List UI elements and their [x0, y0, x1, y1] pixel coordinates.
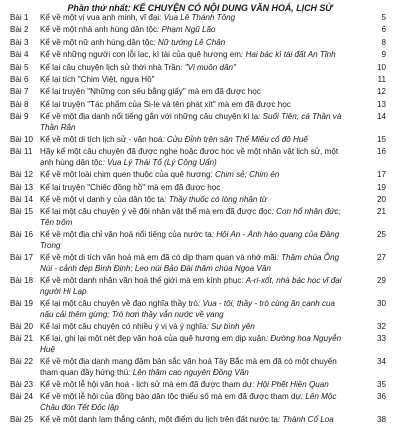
entry-subject: Lên thăm cao nguyên Đồng Văn	[132, 367, 249, 377]
entry-title	[40, 50, 356, 61]
entry-page-number: 27	[376, 253, 386, 263]
entry-subject: Sự bình yên	[210, 321, 255, 331]
entry-page-number: 13	[376, 99, 386, 109]
entry-subject: Lên Mộc Châu đón Tết Độc lập	[40, 392, 337, 412]
entry-subject: Hội Phết Hiền Quan	[256, 380, 329, 390]
entry-label: Bài 25	[10, 415, 33, 425]
entry-subject: Cửu Đỉnh trên sân Thế Miếu cố đô Huế	[166, 135, 308, 145]
entry-page-number: 6	[381, 25, 386, 35]
entry-title-text: Kể về một địa danh nổi tiếng gắn với những câu chuyện kì lạ	[40, 112, 259, 122]
entry-subject: Đường hoa Nguyễn Huệ	[40, 334, 342, 354]
toc-entry[interactable]	[0, 147, 400, 168]
entry-label: Bài 9	[10, 112, 29, 122]
entry-page-number: 11	[377, 74, 386, 84]
entry-page-number: 34	[376, 357, 386, 367]
entry-label: Bài 16	[10, 230, 33, 240]
toc-entry[interactable]	[0, 195, 400, 206]
toc-entry[interactable]	[0, 183, 400, 194]
entry-label: Bài 10	[10, 135, 33, 145]
entry-title-text: Kể lại một câu chuyện ý về đôi nhân vật thể mà em đã được đọc	[40, 207, 272, 217]
entry-title	[40, 75, 356, 86]
entry-page-number: 14	[376, 112, 386, 122]
entry-separator: :	[277, 415, 283, 425]
entry-title-text: Kể lại một câu chuyện có nhiều ý vị và ý nghĩa	[40, 321, 207, 331]
entry-title-text: Kể về một vị danh y của dân tộc ta	[40, 195, 165, 205]
entry-title	[40, 334, 356, 355]
entry-subject: Hai bác kì tài đất An Tĩnh	[245, 50, 336, 60]
toc-entry[interactable]	[0, 13, 400, 24]
entry-title	[40, 380, 356, 391]
toc-entry[interactable]	[0, 63, 400, 74]
entry-page-number: 15	[376, 135, 386, 145]
entry-label: Bài 23	[10, 380, 33, 390]
toc-entry[interactable]	[0, 380, 400, 391]
entry-label: Bài 11	[10, 147, 33, 157]
entry-title	[40, 322, 356, 333]
entry-title-text: Kể lại câu chuyện lịch sử thời nhà Trần	[40, 62, 181, 72]
entry-separator: :	[258, 112, 263, 122]
entry-title-text: Kể về một địa chỉ văn hoá nổi tiếng của nước ta	[40, 230, 212, 240]
entry-label: Bài 6	[10, 74, 29, 84]
toc-entry[interactable]	[0, 87, 400, 98]
entry-separator: :	[102, 157, 108, 167]
entry-title-text: Hãy kể một câu chuyện đã được nghe hoặc được học về một nhân vật lịch sử, một anh hùng dân tộc	[40, 147, 339, 167]
entry-title	[40, 299, 356, 320]
entry-label: Bài 12	[10, 170, 33, 180]
entry-title	[40, 112, 356, 133]
entry-label: Bài 8	[10, 99, 29, 109]
toc-entry[interactable]	[0, 230, 400, 251]
toc-entry[interactable]	[0, 75, 400, 86]
toc-entry[interactable]	[0, 25, 400, 36]
toc-entry[interactable]	[0, 135, 400, 146]
entry-separator: :	[128, 367, 133, 377]
entry-subject: Vua Lý Thái Tổ (Lý Công Uẩn)	[107, 157, 217, 167]
entry-page-number: 25	[376, 230, 386, 240]
entry-page-number: 21	[376, 207, 386, 217]
entry-title-text: Kể về một di tích lịch sử - văn hoá	[40, 135, 163, 145]
entry-separator: :	[162, 135, 167, 145]
entry-title	[40, 207, 356, 228]
entry-subject: Vua - tôi, thầy - trò cùng ăn canh cua nấu cải thêm gừng; Trò hơn thầy vẫn nước về vang	[40, 299, 336, 319]
entry-label: Bài 18	[10, 276, 33, 286]
toc-entry[interactable]	[0, 38, 400, 49]
entry-page-number: 35	[376, 380, 386, 390]
toc-entry[interactable]	[0, 392, 400, 413]
entry-separator: :	[159, 13, 164, 22]
entry-title	[40, 392, 356, 413]
entry-separator: :	[265, 334, 271, 344]
entry-title-text: Kể về những người con lỗi lạc, kì tài của quê hương em	[40, 50, 241, 60]
entry-separator: :	[210, 170, 215, 180]
toc-entry[interactable]	[0, 253, 400, 274]
toc-entry[interactable]	[0, 357, 400, 378]
entry-page-number: 16	[376, 147, 386, 157]
entry-separator: :	[241, 276, 246, 286]
entry-separator: :	[241, 50, 246, 60]
entry-subject: Suối Tiên, cá Thần và Thần Rắn	[40, 112, 342, 132]
entry-page-number: 33	[376, 334, 386, 344]
entry-label: Bài 3	[10, 37, 29, 47]
entry-label: Bài 1	[10, 13, 29, 22]
toc-entry[interactable]	[0, 276, 400, 297]
entry-label: Bài 15	[10, 207, 33, 217]
entry-page-number: 12	[376, 87, 386, 97]
entry-title	[40, 147, 356, 168]
entry-title	[40, 25, 356, 36]
toc-entry[interactable]	[0, 334, 400, 355]
entry-label: Bài 19	[10, 299, 33, 309]
entry-subject: Thăm chùa Ông Núi - cảnh đẹp Bình Định; Leo núi Bảo Đài thăm chùa Ngọa Vân	[40, 253, 340, 273]
entry-title-text: Kể lại truyện "Những con sếu bằng giấy" mà em đã được học	[40, 87, 261, 97]
entry-page-number: 10	[376, 62, 386, 72]
entry-separator: :	[197, 299, 203, 309]
entry-subject: Con hổ nhân đức; Tên trộm	[40, 207, 341, 227]
toc-entry[interactable]	[0, 50, 400, 61]
entry-title	[40, 170, 356, 181]
entry-title	[40, 87, 356, 98]
toc-entry[interactable]	[0, 415, 400, 426]
entry-separator: :	[180, 62, 185, 72]
entry-title-text: Kể lại, ghi lại một nét đẹp văn hoá của quê hương em dịp xuân	[40, 334, 266, 344]
entry-label: Bài 20	[10, 321, 33, 331]
entry-page-number: 29	[376, 276, 386, 286]
entry-title	[40, 195, 356, 206]
entry-label: Bài 24	[10, 392, 33, 402]
entry-title-text: Kể về một nữ anh hùng dân tộc	[40, 37, 154, 47]
entry-title	[40, 183, 356, 194]
entry-subject: Thành Cổ Loa	[282, 415, 334, 425]
entry-subject: Phạm Ngũ Lão	[161, 25, 216, 35]
entry-separator: :	[157, 25, 162, 35]
entry-title-text: Kể lại truyện "Tác phẩm của Si-le và tên phát xít" mà em đã được học	[40, 99, 291, 109]
entry-title	[40, 135, 356, 146]
entry-subject: Vua Lê Thánh Tông	[163, 13, 236, 22]
entry-separator: :	[153, 37, 158, 47]
entry-label: Bài 2	[10, 25, 29, 35]
entry-title	[40, 230, 356, 251]
entry-title	[40, 38, 356, 49]
entry-subject: Nữ tướng Lê Chân	[157, 37, 226, 47]
entry-separator: :	[211, 230, 217, 240]
entry-label: Bài 17	[10, 253, 33, 263]
entry-separator: :	[164, 195, 169, 205]
entry-title-text: Kể về một vị vua anh minh, vĩ đại	[40, 13, 160, 22]
entry-page-number: 20	[376, 195, 386, 205]
entry-label: Bài 21	[10, 334, 33, 344]
toc-entry[interactable]	[0, 112, 400, 133]
toc-entry[interactable]	[0, 100, 400, 111]
entry-label: Bài 13	[10, 182, 33, 192]
entry-subject: Thầy thuốc có lòng nhân từ	[168, 195, 267, 205]
entry-separator: :	[252, 380, 257, 390]
entry-title-text: Kể về một lễ hội của đồng bào dân tộc thiểu số mà em đã được tham dự	[40, 392, 301, 402]
entry-page-number: 19	[376, 182, 386, 192]
entry-title-text: Kể lại tích "Chim Việt, ngựa Hồ"	[40, 74, 155, 84]
entry-title-text: Kể về một nhà anh hùng dân tộc	[40, 25, 157, 35]
entry-title-text: Kể về một lễ hội văn hoá - lịch sử mà em đã được tham dự	[40, 380, 253, 390]
toc-entry[interactable]	[0, 299, 400, 320]
entry-separator: :	[206, 321, 211, 331]
entry-separator: :	[300, 392, 306, 402]
entry-title-text: Kể lại một câu chuyện về đạo nghĩa thầy trò	[40, 299, 198, 309]
entry-title	[40, 357, 356, 378]
entry-separator: :	[276, 253, 282, 263]
entry-title-text: Kể lại truyện "Chiếc đồng hồ" mà em đã được học	[40, 182, 221, 192]
entry-title-text: Kể về một loài chim quen thuộc của quê hương	[40, 170, 211, 180]
entry-page-number: 36	[376, 392, 386, 402]
entry-page-number: 38	[376, 415, 386, 425]
entry-subject: Chim sẻ; Chim én	[214, 170, 280, 180]
entry-title	[40, 13, 356, 24]
entry-label: Bài 22	[10, 357, 33, 367]
entry-title-text: Kể về một địa danh mang đậm bản sắc văn hoá Tây Bắc mà em đã có một chuyến tham quan đầy hứng thú	[40, 357, 337, 377]
entry-page-number: 9	[381, 50, 386, 60]
entry-label: Bài 7	[10, 87, 29, 97]
entry-page-number: 5	[381, 13, 386, 22]
table-of-contents	[0, 13, 400, 428]
entry-subject: "Vi muôn dân"	[184, 62, 236, 72]
entry-label: Bài 4	[10, 50, 29, 60]
toc-entry[interactable]	[0, 170, 400, 181]
entry-title	[40, 63, 356, 74]
entry-title	[40, 415, 356, 426]
entry-title	[40, 100, 356, 111]
entry-page-number: 8	[381, 37, 386, 47]
entry-label: Bài 5	[10, 62, 29, 72]
entry-page-number: 30	[376, 299, 386, 309]
entry-title-text: Kể về một di tích văn hoá mà em đã có dịp tham quan và nhớ mãi	[40, 253, 277, 263]
entry-title	[40, 276, 356, 297]
entry-subject: A-ri-xốt, nhà bác học vĩ đại người Hi Lạp	[40, 276, 342, 296]
toc-entry[interactable]	[0, 322, 400, 333]
entry-page-number: 17	[376, 170, 386, 180]
entry-label: Bài 14	[10, 195, 33, 205]
entry-subject: Hội An - Ánh hào quang của Đàng Trong	[40, 230, 340, 250]
entry-page-number: 32	[376, 321, 386, 331]
entry-separator: :	[271, 207, 277, 217]
toc-entry[interactable]	[0, 207, 400, 228]
entry-title-text: Kể về một danh lam thắng cảnh, một điểm du lịch trên đất nước ta	[40, 415, 278, 425]
section-heading: Phần thứ nhất: KỂ CHUYỆN CÓ NỘI DUNG VĂN HOÁ, LỊCH SỬ	[67, 3, 333, 13]
entry-title	[40, 253, 356, 274]
entry-title-text: Kể về một danh nhân văn hoá thế giới mà em kính phục	[40, 276, 242, 286]
